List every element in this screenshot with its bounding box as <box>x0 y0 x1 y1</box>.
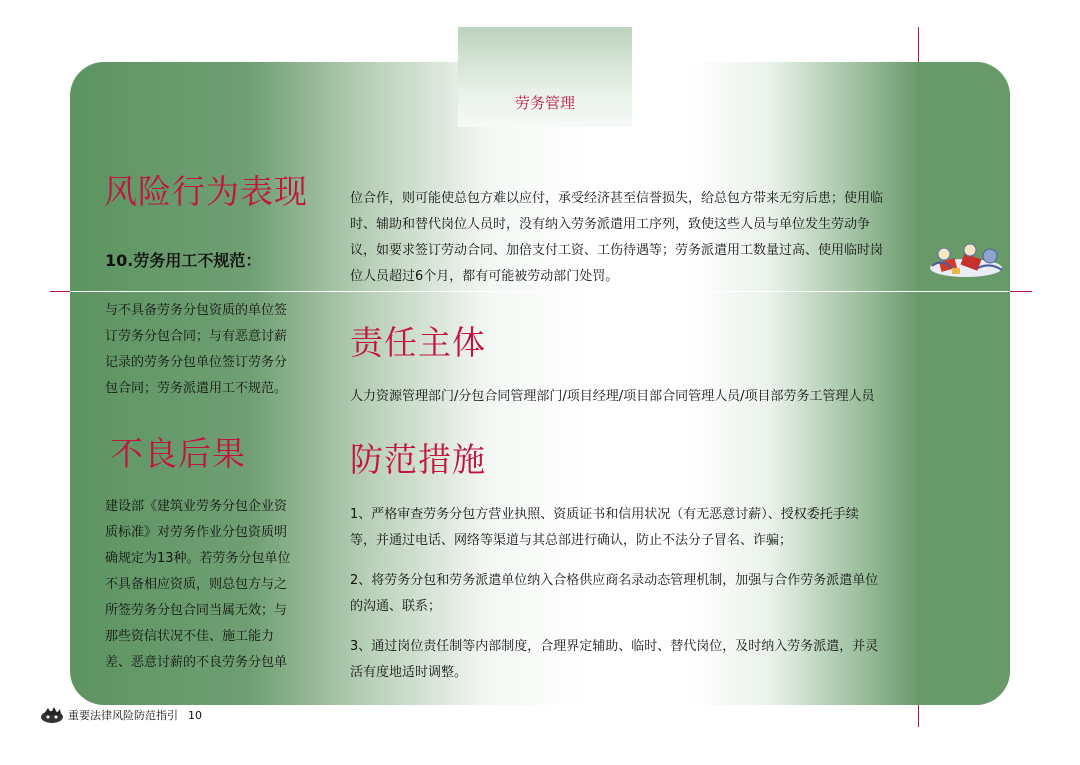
crop-mark-left <box>50 291 70 292</box>
text-line: 确规定为13种。若劳务分包单位 <box>105 551 291 566</box>
right-green-strip <box>918 62 1010 705</box>
page-number: 10 <box>188 708 202 722</box>
responsibility-heading: 责任主体 <box>350 323 486 362</box>
text-line: 3、通过岗位责任制等内部制度，合理界定辅助、临时、替代岗位，及时纳入劳务派遣，并灵 <box>350 639 879 654</box>
consequence-description <box>105 494 305 676</box>
text-line: 差、恶意讨薪的不良劳务分包单 <box>105 655 288 670</box>
text-line: 等，并通过电话、网络等渠道与其总部进行确认，防止不法分子冒名、诈骗； <box>350 533 793 548</box>
text-line: 不具备相应资质，则总包方与之 <box>105 577 288 592</box>
text-line: 位人员超过6个月，都有可能被劳动部门处罚。 <box>350 269 619 284</box>
consequence-heading: 不良后果 <box>110 434 246 473</box>
prevention-heading: 防范措施 <box>350 440 486 479</box>
text-line: 订劳务分包合同；与有恶意讨薪 <box>105 329 288 344</box>
page-footer <box>40 705 202 725</box>
text-line: 的沟通、联系； <box>350 599 442 614</box>
measure-2 <box>350 568 910 620</box>
text-line: 质标准》对劳务作业分包资质明 <box>105 525 288 540</box>
text-line: 2、将劳务分包和劳务派遣单位纳入合格供应商名录动态管理机制，加强与合作劳务派遣单位 <box>350 573 879 588</box>
responsibility-text: 人力资源管理部门/分包合同管理部门/项目经理/项目部合同管理人员/项目部劳务工管理人员 <box>350 389 875 404</box>
crop-mark-bottom <box>918 705 919 727</box>
text-line: 包合同；劳务派遣用工不规范。 <box>105 381 288 396</box>
text-line: 时、辅助和替代岗位人员时，没有纳入劳务派遣用工序列，致使这些人员与单位发生劳动争 <box>350 217 871 232</box>
crop-mark-right <box>1010 291 1032 292</box>
risk-heading: 风险行为表现 <box>104 172 308 211</box>
footer-title: 重要法律风险防范指引 <box>68 709 178 722</box>
text-line: 建设部《建筑业劳务分包企业资 <box>105 499 288 514</box>
cartoon-illustration <box>922 238 1010 282</box>
text-line: 所签劳务分包合同当属无效；与 <box>105 603 288 618</box>
text-line: 议，如要求签订劳动合同、加倍支付工资、工伤待遇等；劳务派遣用工数量过高、使用临时岗 <box>350 243 884 258</box>
measure-3 <box>350 634 910 686</box>
text-line: 1、严格审查劳务分包方营业执照、资质证书和信用状况（有无恶意讨薪）、授权委托手续 <box>350 507 859 522</box>
risk-description <box>105 298 305 402</box>
horizontal-divider <box>70 291 1010 292</box>
text-line: 位合作，则可能使总包方难以应付，承受经济甚至信誉损失，给总包方带来无穷后患；使用临 <box>350 191 884 206</box>
consequence-continued <box>350 186 910 290</box>
crop-mark-top <box>918 27 919 62</box>
risk-item-title: 10.劳务用工不规范： <box>105 251 262 270</box>
measure-1 <box>350 502 910 554</box>
text-line: 那些资信状况不佳、施工能力 <box>105 629 275 644</box>
text-line: 记录的劳务分包单位签订劳务分 <box>105 355 288 370</box>
text-line: 与不具备劳务分包资质的单位签 <box>105 303 288 318</box>
footer-logo-icon <box>40 706 64 724</box>
text-line: 活有度地适时调整。 <box>350 665 468 680</box>
section-title: 劳务管理 <box>514 94 575 112</box>
